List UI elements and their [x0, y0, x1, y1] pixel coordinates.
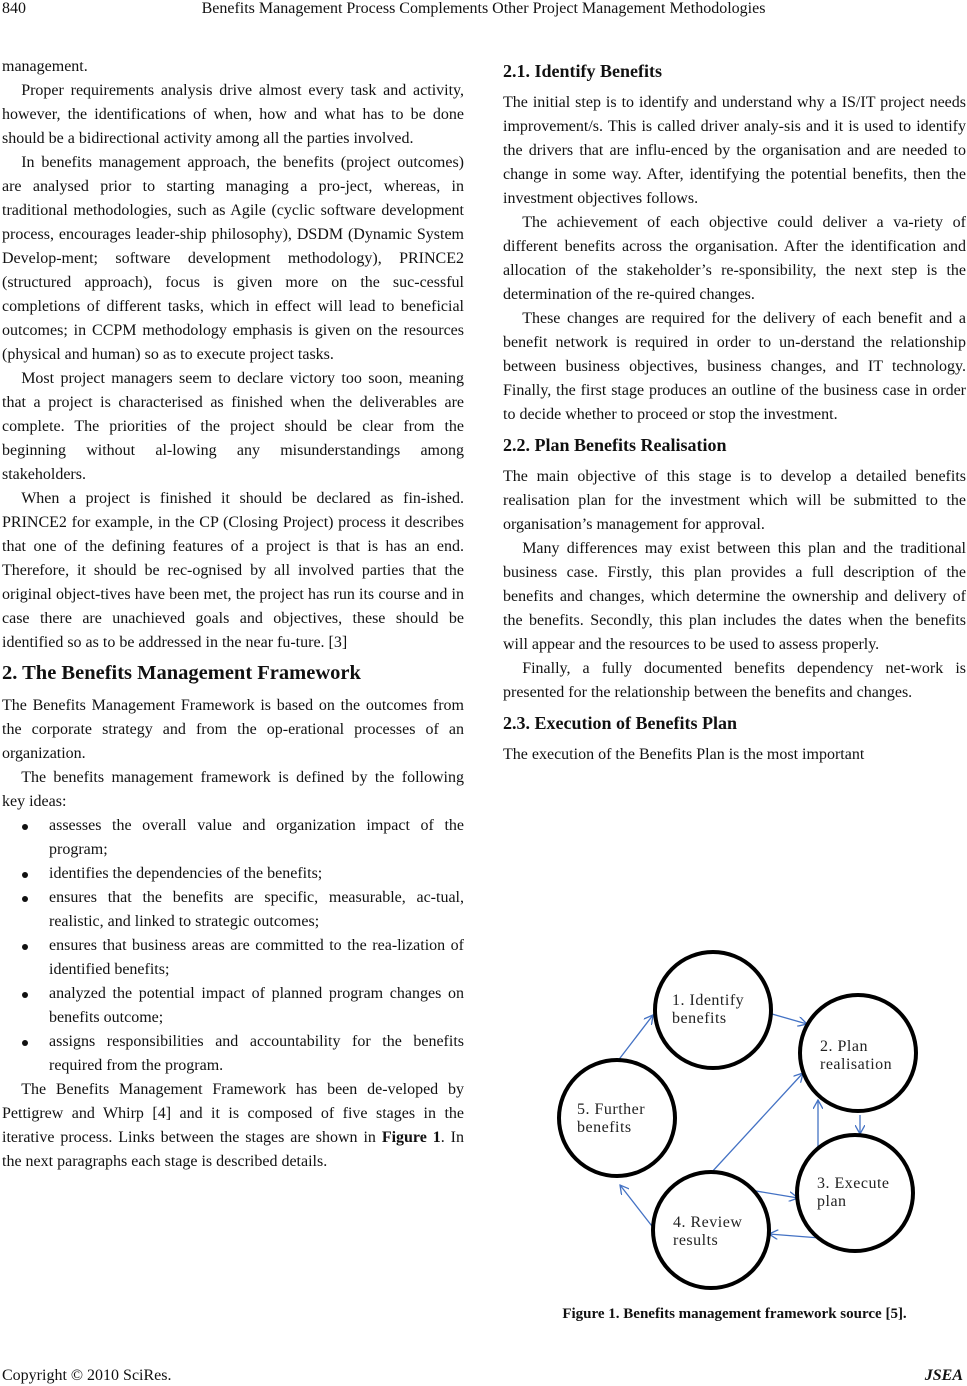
- figure-caption: Figure 1. Benefits management framework source [5].: [562, 1306, 907, 1322]
- benefits-framework-diagram: [545, 945, 955, 1295]
- figure-reference-link[interactable]: Figure 1: [381, 1129, 441, 1146]
- node-plan-realisation: [800, 995, 916, 1111]
- paragraph: The execution of the Benefits Plan is the most important: [503, 746, 865, 763]
- svg-text:2. Plan: 2. Plan: [820, 1038, 868, 1055]
- svg-text:realisation: realisation: [820, 1056, 893, 1073]
- edge-review-to-further: [620, 1185, 655, 1230]
- diagram-svg: [545, 945, 955, 1295]
- subsection-heading: 2.1. Identify Benefits: [503, 61, 662, 81]
- edge-review-to-plan: [711, 1073, 803, 1173]
- list-item: assigns responsibilities and accountability for the benefits required from the program.: [2, 1030, 464, 1078]
- svg-text:4. Review: 4. Review: [673, 1214, 743, 1231]
- svg-text:benefits: benefits: [577, 1119, 632, 1136]
- svg-text:benefits: benefits: [672, 1010, 727, 1027]
- list-item: ensures that business areas are committed to the rea-lization of identified benefits;: [2, 934, 464, 982]
- bullet-icon: [22, 872, 28, 878]
- paragraph: These changes are required for the delivery of each benefit and a benefit network is required in order to un-derstand the relationship between business objectives, business changes, and IT technology. Finally, the first stage produces an outline of the business case in order to decide whether to proceed or stop the investment.: [503, 310, 966, 423]
- bullet-icon: [22, 992, 28, 998]
- paragraph: In benefits management approach, the benefits (project outcomes) are analysed prior to starting managing a pro-ject, whereas, in traditional methodologies, such as Agile (cyclic software development process, encourages leader-ship philosophy), DSDM (Dynamic System Develop-ment; software development methodology), PRINCE2 (structured approach), focus is given more on the suc-cessful completions of different tasks, which in effect will lead to beneficial outcomes; in CCPM methodology emphasis is given on the resources (physical and human) so as to execute project tasks.: [2, 154, 464, 363]
- page-header: [0, 0, 967, 24]
- paragraph: Proper requirements analysis drive almost every task and activity, however, the identifications of when, how and what has to be done should be a bidirectional activity among all the parties involved.: [2, 82, 464, 147]
- list-item: ensures that the benefits are specific, measurable, ac-tual, realistic, and linked to strategic outcomes;: [2, 886, 464, 934]
- edge-identify-to-plan: [772, 1014, 807, 1024]
- paragraph: management.: [2, 58, 88, 75]
- bullet-icon: [22, 944, 28, 950]
- bullet-icon: [22, 824, 28, 830]
- paragraph: The initial step is to identify and understand why a IS/IT project needs improvement/s. This is called driver analy-sis and it is used to identify the drivers that are influ-enced by the organisation and are needed to change in some way. After, identifying the potential benefits, then the investment objectives follows.: [503, 94, 966, 207]
- copyright-notice: Copyright © 2010 SciRes.: [2, 1367, 172, 1384]
- paragraph: The Benefits Management Framework has been de-veloped by Pettigrew and Whirp [4] and it is composed of five stages in the iterative process. Links between the stages are shown in Figure 1. In the next paragraphs each stage is described details.: [2, 1081, 465, 1170]
- key-ideas-list: [2, 814, 464, 1078]
- edge-further-to-identify: [617, 1015, 653, 1062]
- paragraph: The benefits management framework is defined by the following key ideas:: [2, 769, 464, 810]
- svg-text:plan: plan: [817, 1193, 847, 1210]
- section-heading: 2. The Benefits Management Framework: [2, 662, 361, 684]
- svg-text:1. Identify: 1. Identify: [672, 992, 745, 1009]
- list-item: identifies the dependencies of the benefits;: [2, 862, 464, 886]
- list-item: analyzed the potential impact of planned program changes on benefits outcome;: [2, 982, 464, 1030]
- paragraph: When a project is finished it should be declared as fin-ished. PRINCE2 for example, in the CP (Closing Project) process it describes that one of the defining features of a project is that is has an end. Therefore, it should be rec-ognised by all involved parties that the original object-tives have been met, the project has run its course and in case there are unachieved goals and objectives, these should be identified so as to be addressed in the near fu-ture. [3]: [2, 490, 464, 651]
- right-column: [503, 53, 966, 767]
- running-title: Benefits Management Process Complements Other Project Management Methodologies: [201, 0, 766, 17]
- svg-text:3. Execute: 3. Execute: [817, 1175, 890, 1192]
- paragraph: The achievement of each objective could deliver a va-riety of different benefits across the organisation. After the identification and allocation of the stakeholder’s re-sponsibility, the next step is the determination of the re-quired changes.: [503, 214, 966, 303]
- paragraph: The Benefits Management Framework is based on the outcomes from the corporate strategy and from the op-erational processes of an organization.: [2, 697, 464, 762]
- page-number: 840: [2, 0, 26, 17]
- node-execute-plan: [797, 1135, 913, 1251]
- node-further-benefits: [559, 1060, 675, 1176]
- svg-text:5. Further: 5. Further: [577, 1101, 646, 1118]
- bullet-icon: [22, 1040, 28, 1046]
- subsection-heading: 2.2. Plan Benefits Realisation: [503, 435, 727, 455]
- node-review-results: [653, 1172, 769, 1288]
- journal-abbreviation: JSEA: [924, 1367, 963, 1384]
- diagram-nodes: [559, 952, 916, 1288]
- svg-text:results: results: [673, 1232, 719, 1249]
- left-column: [2, 55, 464, 1174]
- subsection-heading: 2.3. Execution of Benefits Plan: [503, 713, 737, 733]
- paragraph: Most project managers seem to declare victory too soon, meaning that a project is characterised as finished when the deliverables are complete. The priorities of the project should be clear from the beginning without al-lowing any misunderstandings among stakeholders.: [2, 370, 464, 483]
- list-item: assesses the overall value and organization impact of the program;: [2, 814, 464, 862]
- paragraph: Finally, a fully documented benefits dependency net-work is presented for the relationship between the benefits and changes.: [503, 660, 966, 701]
- paragraph: Many differences may exist between this plan and the traditional business case. Firstly, this plan provides a full description of the benefits and changes, which determine the ownership and delivery of the benefits. Secondly, this plan includes the dates when the benefits will appear and the resources to be used to assess properly.: [503, 540, 966, 653]
- node-identify-benefits: [655, 952, 771, 1068]
- paragraph: The main objective of this stage is to develop a detailed benefits realisation plan for the investment which will be submitted to the organisation’s management for approval.: [503, 468, 966, 533]
- bullet-icon: [22, 896, 28, 902]
